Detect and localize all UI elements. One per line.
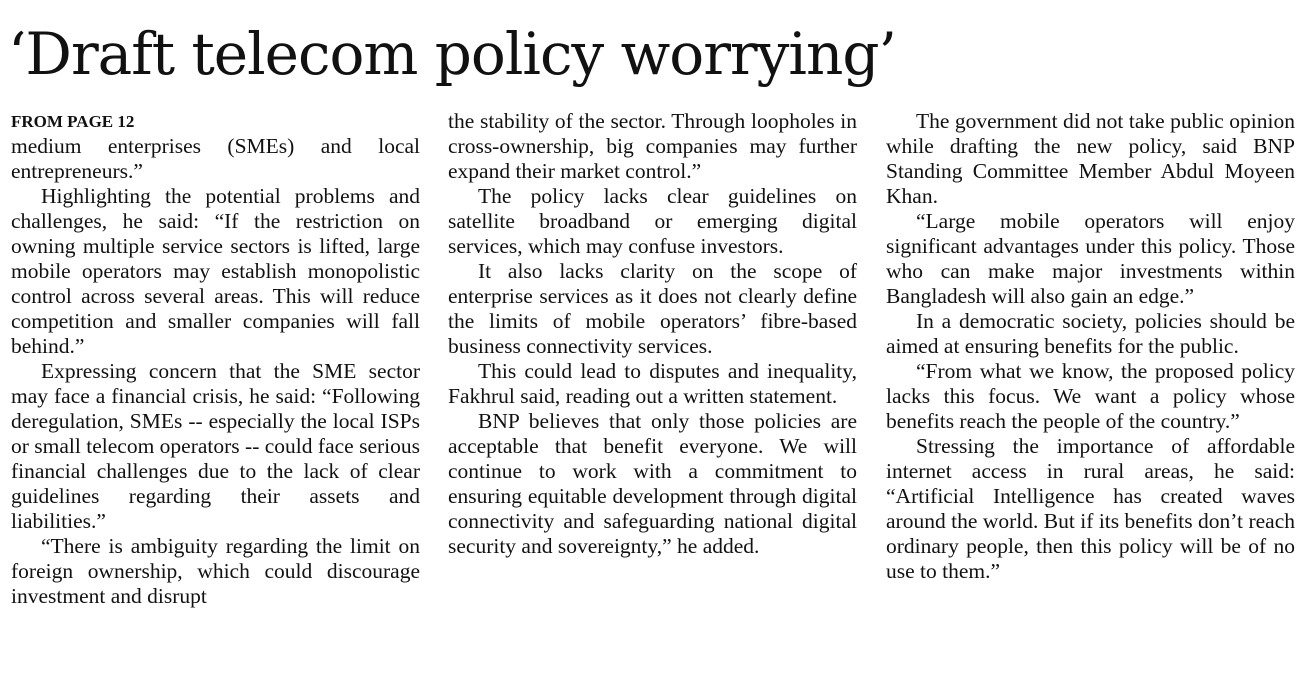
paragraph: “Large mobile operators will enjoy significant advantages under this policy. Those who can make major investments within Bangladesh will also gain an edge.” [886, 209, 1295, 308]
paragraph: Highlighting the potential problems and challenges, he said: “If the restriction on owning multiple service sectors is lifted, large mobile operators may establish monopolistic control across several areas. This will reduce competition and smaller companies will fall behind.” [11, 184, 420, 358]
paragraph: This could lead to disputes and inequality, Fakhrul said, reading out a written statement. [448, 359, 857, 408]
paragraph: Stressing the importance of affordable internet access in rural areas, he said: “Artificial Intelligence has created waves around the world. But if its benefits don’t reach ordinary people, then this policy will be of no use to them.” [886, 434, 1295, 583]
paragraph: “There is ambiguity regarding the limit on foreign ownership, which could discourage investment and disrupt [11, 534, 420, 608]
paragraph: It also lacks clarity on the scope of enterprise services as it does not clearly define the limits of mobile operators’ fibre-based business connectivity services. [448, 259, 857, 358]
headline: ‘Draft telecom policy worrying’ [8, 20, 896, 88]
paragraph: The government did not take public opinion while drafting the new policy, said BNP Standing Committee Member Abdul Moyeen Khan. [886, 109, 1295, 208]
paragraph: the stability of the sector. Through loopholes in cross-ownership, big companies may further expand their market control.” [448, 109, 857, 183]
article-column-3 [886, 109, 1295, 584]
paragraph: BNP believes that only those policies are acceptable that benefit everyone. We will continue to work with a commitment to ensuring equitable development through digital connectivity and safeguarding national digital security and sovereignty,” he added. [448, 409, 857, 558]
paragraph: The policy lacks clear guidelines on satellite broadband or emerging digital services, which may confuse investors. [448, 184, 857, 258]
article-column-1 [11, 109, 420, 609]
jumpline: FROM PAGE 12 [11, 112, 135, 131]
paragraph: medium enterprises (SMEs) and local entrepreneurs.” [11, 134, 420, 183]
paragraph: In a democratic society, policies should be aimed at ensuring benefits for the public. [886, 309, 1295, 358]
paragraph: “From what we know, the proposed policy lacks this focus. We want a policy whose benefits reach the people of the country.” [886, 359, 1295, 433]
article-column-2 [448, 109, 857, 559]
paragraph: Expressing concern that the SME sector may face a financial crisis, he said: “Following deregulation, SMEs -- especially the local ISPs or small telecom operators -- could face serious financial challenges due to the lack of clear guidelines regarding their assets and liabilities.” [11, 359, 420, 533]
